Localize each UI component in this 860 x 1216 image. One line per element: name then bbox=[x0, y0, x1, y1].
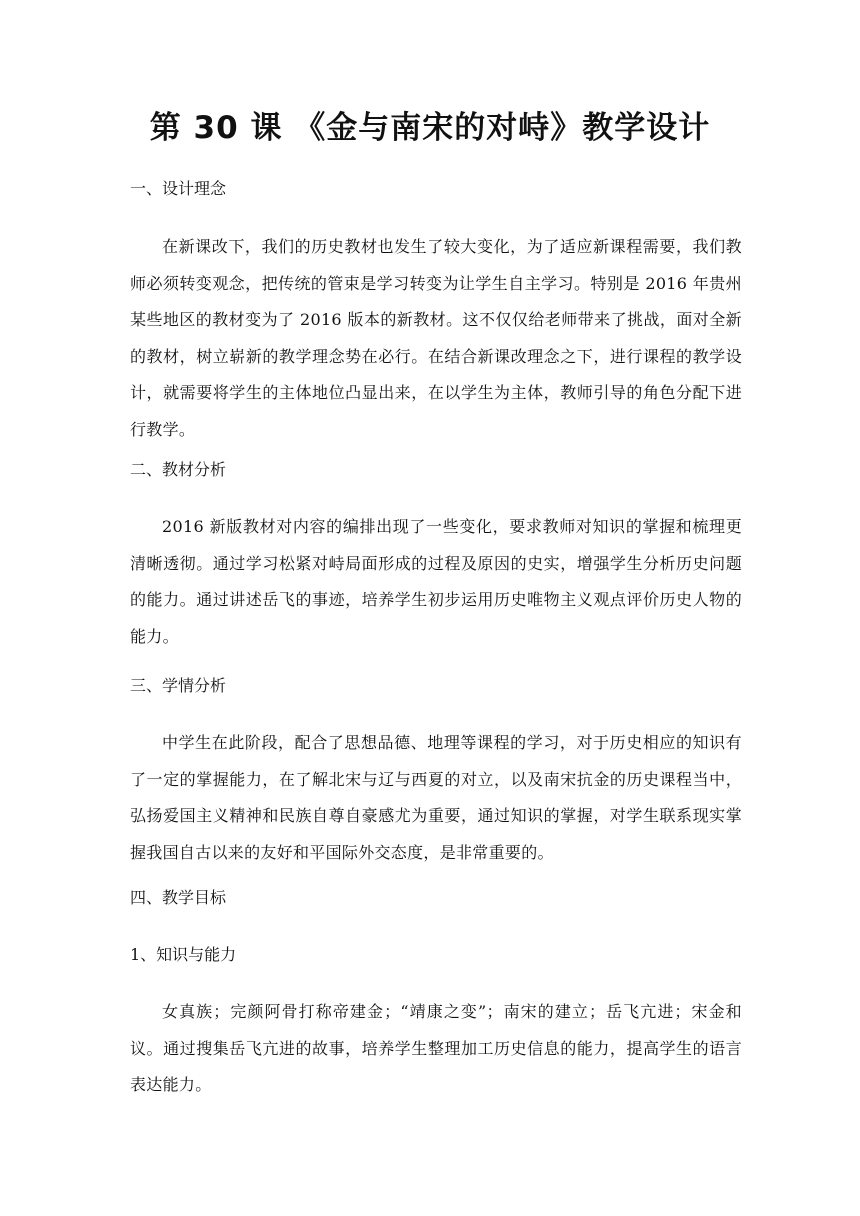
section-paragraph-student-analysis: 中学生在此阶段，配合了思想品德、地理等课程的学习，对于历史相应的知识有了一定的掌握能力，在了解北宋与辽与西夏的对立，以及南宋抗金的历史课程当中，弘扬爱国主义精神和民族自尊自豪感尤为重要，通过知识的掌握，对学生联系现实掌握我国自古以来的友好和平国际外交态度，是非常重要的。 bbox=[130, 733, 742, 862]
section-heading-teaching-goals: 四、教学目标 bbox=[130, 888, 227, 907]
section-paragraph-design-concept: 在新课改下，我们的历史教材也发生了较大变化，为了适应新课程需要，我们教师必须转变观念，把传统的管束是学习转变为让学生自主学习。特别是 2016 年贵州某些地区的教材变为了 2016 版本的新教材。这不仅仅给老师带来了挑战，面对全新的教材，树立崭新的教学理念势在必行。在结合新课改理念之下，进行课程的教学设计，就需要将学生的主体地位凸显出来，在以学生为主体，教师引导的角色分配下进行教学。 bbox=[130, 237, 742, 439]
section-heading-design-concept: 一、设计理念 bbox=[130, 179, 227, 198]
section-heading-knowledge-ability: 1、知识与能力 bbox=[130, 945, 237, 964]
section-paragraph-textbook-analysis: 2016 新版教材对内容的编排出现了一些变化，要求教师对知识的掌握和梳理更清晰透彻。通过学习松紧对峙局面形成的过程及原因的史实，增强学生分析历史问题的能力。通过讲述岳飞的事迹，培养学生初步运用历史唯物主义观点评价历史人物的能力。 bbox=[130, 517, 742, 646]
document-title: 第 30 课 《金与南宋的对峙》教学设计 bbox=[149, 110, 711, 146]
section-paragraph-knowledge-ability: 女真族；完颜阿骨打称帝建金；“靖康之变”；南宋的建立；岳飞亢进；宋金和议。通过搜集岳飞亢进的故事，培养学生整理加工历史信息的能力，提高学生的语言表达能力。 bbox=[130, 1002, 742, 1094]
section-heading-student-analysis: 三、学情分析 bbox=[130, 676, 227, 695]
section-heading-textbook-analysis: 二、教材分析 bbox=[130, 460, 227, 479]
